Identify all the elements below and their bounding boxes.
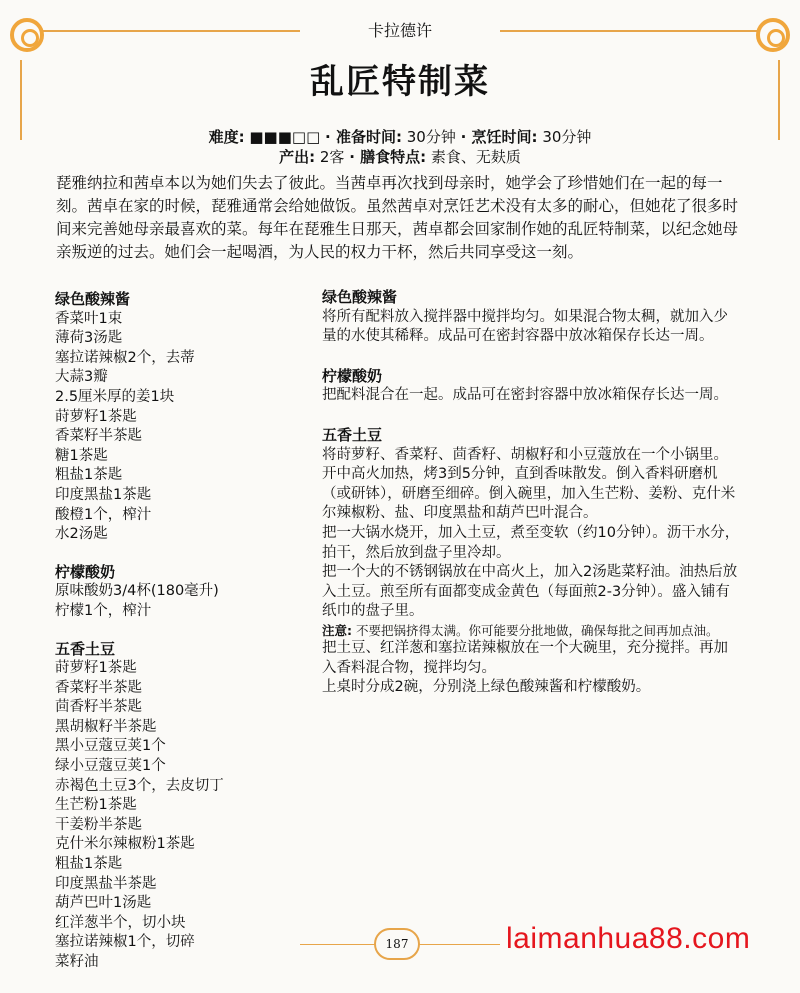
ingredient-item: 糖1茶匙 — [55, 447, 108, 464]
ingredient-item: 绿小豆蔻豆荚1个 — [55, 758, 166, 775]
prep-time-label: · 准备时间: — [325, 128, 402, 146]
ingredient-list-lemon-yogurt — [55, 582, 305, 621]
corner-swirl-icon — [10, 18, 44, 52]
ingredient-item: 印度黑盐半茶匙 — [55, 875, 157, 892]
ingredient-item: 大蒜3瓣 — [55, 369, 108, 386]
instruction-paragraph: 上桌时分成2碗，分别浇上绿色酸辣酱和柠檬酸奶。 — [322, 679, 651, 696]
ingredient-item: 水2汤匙 — [55, 526, 108, 543]
page-number: 187 — [374, 928, 420, 960]
ingredients-column — [55, 290, 305, 973]
recipe-meta-line-1 — [0, 126, 800, 147]
ingredient-item: 黑胡椒籽半茶匙 — [55, 718, 157, 735]
ingredient-list-green-chutney — [55, 310, 305, 545]
ingredient-item: 莳萝籽1茶匙 — [55, 408, 137, 425]
note-label: 注意: — [322, 622, 352, 638]
difficulty-value: ■■■□□ — [249, 128, 321, 146]
ingredient-heading-green-chutney: 绿色酸辣酱 — [55, 290, 131, 308]
instruction-heading-spiced-potatoes: 五香土豆 — [322, 425, 383, 444]
ingredient-item: 茴香籽半茶匙 — [55, 699, 142, 716]
ingredient-item: 塞拉诺辣椒2个，去蒂 — [55, 349, 195, 366]
instruction-heading-lemon-yogurt: 柠檬酸奶 — [322, 366, 383, 385]
cook-time-label: · 烹饪时间: — [460, 128, 538, 146]
ingredient-item: 薄荷3汤匙 — [55, 330, 123, 347]
instructions-green-chutney — [322, 308, 742, 347]
cooking-note — [322, 622, 742, 639]
ingredient-item: 黑小豆蔻豆荚1个 — [55, 738, 166, 755]
ingredient-item: 塞拉诺辣椒1个，切碎 — [55, 934, 195, 951]
ingredient-item: 生芒粉1茶匙 — [55, 797, 137, 814]
ingredient-item: 红洋葱半个，切小块 — [55, 914, 186, 931]
ingredient-item: 菜籽油 — [55, 954, 99, 970]
diet-label: · 膳食特点: — [349, 148, 427, 166]
instruction-heading-green-chutney: 绿色酸辣酱 — [322, 288, 398, 306]
ingredient-item: 2.5厘米厚的姜1块 — [55, 388, 175, 405]
yield-label: 产出: — [279, 148, 316, 166]
ingredient-item: 香菜籽半茶匙 — [55, 679, 142, 696]
ingredient-item: 莳萝籽1茶匙 — [55, 660, 137, 677]
instruction-paragraph: 将所有配料放入搅拌器中搅拌均匀。如果混合物太稠，就加入少量的水使其稀释。成品可在密封容器中放冰箱保存长达一周。 — [322, 308, 728, 345]
running-title: 卡拉德许 — [300, 18, 500, 41]
yield-value: 2客 — [319, 148, 345, 166]
instruction-paragraph: 把一大锅水烧开，加入土豆，煮至变软（约10分钟）。沥干水分，拍干，然后放到盘子里冷却。 — [322, 524, 740, 561]
instruction-paragraph: 把土豆、红洋葱和塞拉诺辣椒放在一个大碗里，充分搅拌。再加入香料混合物，搅拌均匀。 — [322, 639, 728, 676]
difficulty-label: 难度: — [208, 128, 245, 146]
ingredient-item: 葫芦巴叶1汤匙 — [55, 895, 152, 912]
instructions-spiced-potatoes-final — [322, 639, 742, 698]
corner-swirl-icon — [756, 18, 790, 52]
page-title: 乱匠特制菜 — [310, 62, 490, 102]
ingredient-item: 印度黑盐1茶匙 — [55, 486, 152, 503]
instruction-paragraph: 把配料混合在一起。成品可在密封容器中放冰箱保存长达一周。 — [322, 387, 728, 404]
ingredient-item: 香菜叶1束 — [55, 310, 123, 327]
instructions-column — [322, 288, 742, 698]
ingredient-item: 柠檬1个，榨汁 — [55, 602, 152, 619]
diet-value: 素食、无麸质 — [430, 148, 521, 166]
instruction-paragraph: 把一个大的不锈钢锅放在中高火上，加入2汤匙菜籽油。油热后放入土豆。煎至所有面都变成金黄色（每面煎2-3分钟）。盛入铺有纸巾的盘子里。 — [322, 564, 738, 620]
ingredient-item: 干姜粉半茶匙 — [55, 816, 142, 833]
ingredient-item: 粗盐1茶匙 — [55, 856, 123, 873]
ingredient-list-spiced-potatoes — [55, 659, 305, 973]
intro-paragraph: 琵雅纳拉和茜卓本以为她们失去了彼此。当茜卓再次找到母亲时，她学会了珍惜她们在一起的每一刻。茜卓在家的时候，琵雅通常会给她做饭。虽然茜卓对烹饪艺术没有太多的耐心，但她花了很多时间来完善她母亲最喜欢的菜。每年在琵雅生日那天，茜卓都会回家制作她的乱匠特制菜，以纪念她母亲叛逆的过去。她们会一起喝酒，为人民的权力干杯，然后共同享受这一刻。 — [56, 174, 739, 261]
instructions-lemon-yogurt — [322, 386, 742, 406]
note-text: 不要把锅挤得太满。你可能要分批地做，确保每批之间再加点油。 — [355, 622, 719, 638]
ingredient-item: 香菜籽半茶匙 — [55, 428, 142, 445]
cook-time-value: 30分钟 — [542, 128, 592, 146]
ingredient-item: 克什米尔辣椒粉1茶匙 — [55, 836, 195, 853]
recipe-meta-line-2 — [0, 146, 800, 167]
ingredient-item: 原味酸奶3/4杯(180毫升) — [55, 583, 219, 600]
ingredient-item: 酸橙1个，榨汁 — [55, 506, 152, 523]
watermark: laimanhua88.com — [506, 922, 751, 955]
ingredient-item: 粗盐1茶匙 — [55, 467, 123, 484]
instructions-spiced-potatoes — [322, 446, 742, 622]
ingredient-item: 赤褐色土豆3个，去皮切丁 — [55, 777, 224, 794]
ingredient-heading-spiced-potatoes: 五香土豆 — [55, 639, 116, 658]
instruction-paragraph: 将莳萝籽、香菜籽、茴香籽、胡椒籽和小豆蔻放在一个小锅里。开中高火加热，烤3到5分钟，直到香味散发。倒入香料研磨机（或研钵），研磨至细碎。倒入碗里，加入生芒粉、姜粉、克什米尔辣椒粉、盐、印度黑盐和葫芦巴叶混合。 — [322, 446, 736, 522]
prep-time-value: 30分钟 — [406, 128, 456, 146]
ingredient-heading-lemon-yogurt: 柠檬酸奶 — [55, 562, 116, 581]
